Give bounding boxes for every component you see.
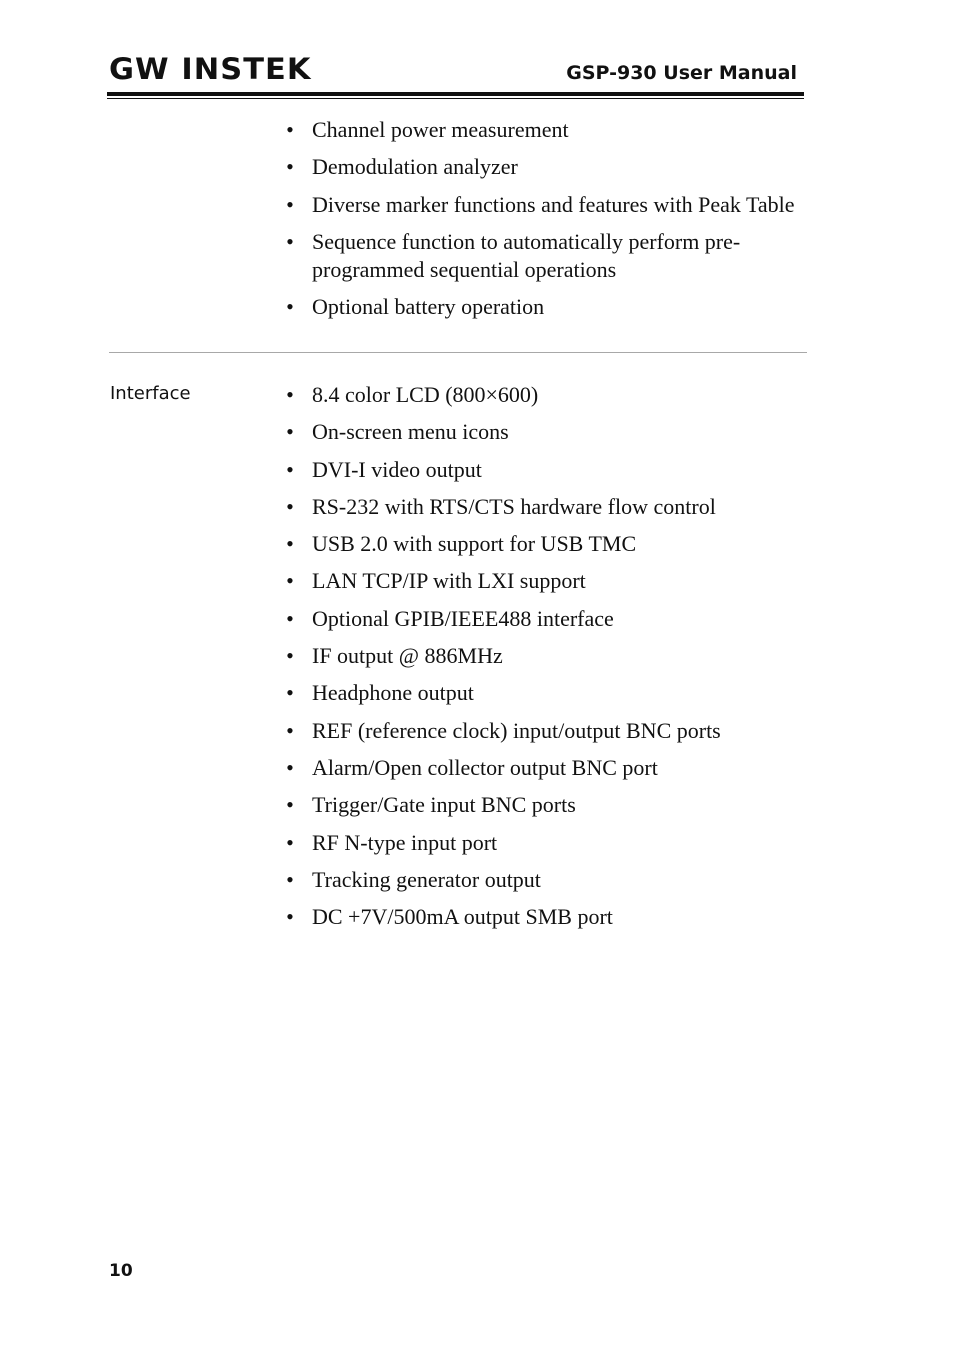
page-number: 10 xyxy=(109,1261,133,1281)
list-item xyxy=(284,418,806,446)
bullet-icon: • xyxy=(286,228,294,254)
list-item-text: IF output @ 886MHz xyxy=(312,643,503,669)
list-item-text: Optional battery operation xyxy=(312,294,545,320)
list-item-text: Demodulation analyzer xyxy=(312,154,518,180)
manual-title: GSP-930 User Manual xyxy=(566,62,797,84)
bullet-icon: • xyxy=(286,493,294,519)
list-item xyxy=(284,791,806,819)
list-item xyxy=(284,679,806,707)
list-item xyxy=(284,717,806,745)
list-item-text: RS-232 with RTS/CTS hardware flow control xyxy=(312,493,716,519)
section-divider xyxy=(109,352,807,353)
bullet-icon: • xyxy=(286,643,294,669)
list-item-text: DVI-I video output xyxy=(312,456,482,482)
features-list xyxy=(284,116,806,330)
list-item xyxy=(284,754,806,782)
bullet-icon: • xyxy=(286,866,294,892)
list-item-text: Tracking generator output xyxy=(312,866,541,892)
bullet-icon: • xyxy=(286,904,294,930)
bullet-icon: • xyxy=(286,605,294,631)
list-item xyxy=(284,903,806,931)
list-item-text: On-screen menu icons xyxy=(312,419,509,445)
list-item-text: Optional GPIB/IEEE488 interface xyxy=(312,605,614,631)
section-label-interface: Interface xyxy=(110,383,191,404)
list-item xyxy=(284,567,806,595)
interface-list xyxy=(284,381,806,940)
list-item-text: Trigger/Gate input BNC ports xyxy=(312,792,576,818)
list-item-text: Channel power measurement xyxy=(312,117,569,142)
bullet-icon: • xyxy=(286,456,294,482)
bullet-icon: • xyxy=(286,829,294,855)
bullet-icon: • xyxy=(286,531,294,557)
list-item-text: REF (reference clock) input/output BNC ports xyxy=(312,717,721,743)
list-item xyxy=(284,191,806,219)
list-item-text: Headphone output xyxy=(312,680,474,706)
list-item-text: DC +7V/500mA output SMB port xyxy=(312,904,613,930)
list-item xyxy=(284,530,806,558)
bullet-icon: • xyxy=(286,154,294,180)
bullet-icon: • xyxy=(286,717,294,743)
header-rule-thick xyxy=(107,92,804,96)
list-item-text: RF N-type input port xyxy=(312,829,498,855)
list-item xyxy=(284,456,806,484)
bullet-icon: • xyxy=(286,117,294,142)
bullet-icon: • xyxy=(286,754,294,780)
bullet-icon: • xyxy=(286,294,294,320)
bullet-icon: • xyxy=(286,382,294,407)
list-item xyxy=(284,642,806,670)
bullet-icon: • xyxy=(286,792,294,818)
list-item xyxy=(284,381,806,409)
list-item xyxy=(284,153,806,181)
list-item-text: Diverse marker functions and features with Peak Table xyxy=(312,191,795,217)
list-item-text: LAN TCP/IP with LXI support xyxy=(312,568,586,594)
list-item xyxy=(284,866,806,894)
list-item xyxy=(284,116,806,144)
bullet-icon: • xyxy=(286,191,294,217)
bullet-icon: • xyxy=(286,419,294,445)
list-item xyxy=(284,493,806,521)
list-item-text: Alarm/Open collector output BNC port xyxy=(312,754,658,780)
list-item xyxy=(284,605,806,633)
bullet-icon: • xyxy=(286,568,294,594)
bullet-icon: • xyxy=(286,680,294,706)
list-item-text: 8.4 color LCD (800×600) xyxy=(312,382,539,407)
list-item xyxy=(284,228,806,284)
header-rule-thin xyxy=(107,98,804,99)
gw-instek-logo: GW INSTEK xyxy=(109,52,312,86)
list-item-text: Sequence function to automatically perform pre-programmed sequential operations xyxy=(312,228,741,282)
list-item xyxy=(284,293,806,321)
list-item-text: USB 2.0 with support for USB TMC xyxy=(312,531,637,557)
list-item xyxy=(284,829,806,857)
